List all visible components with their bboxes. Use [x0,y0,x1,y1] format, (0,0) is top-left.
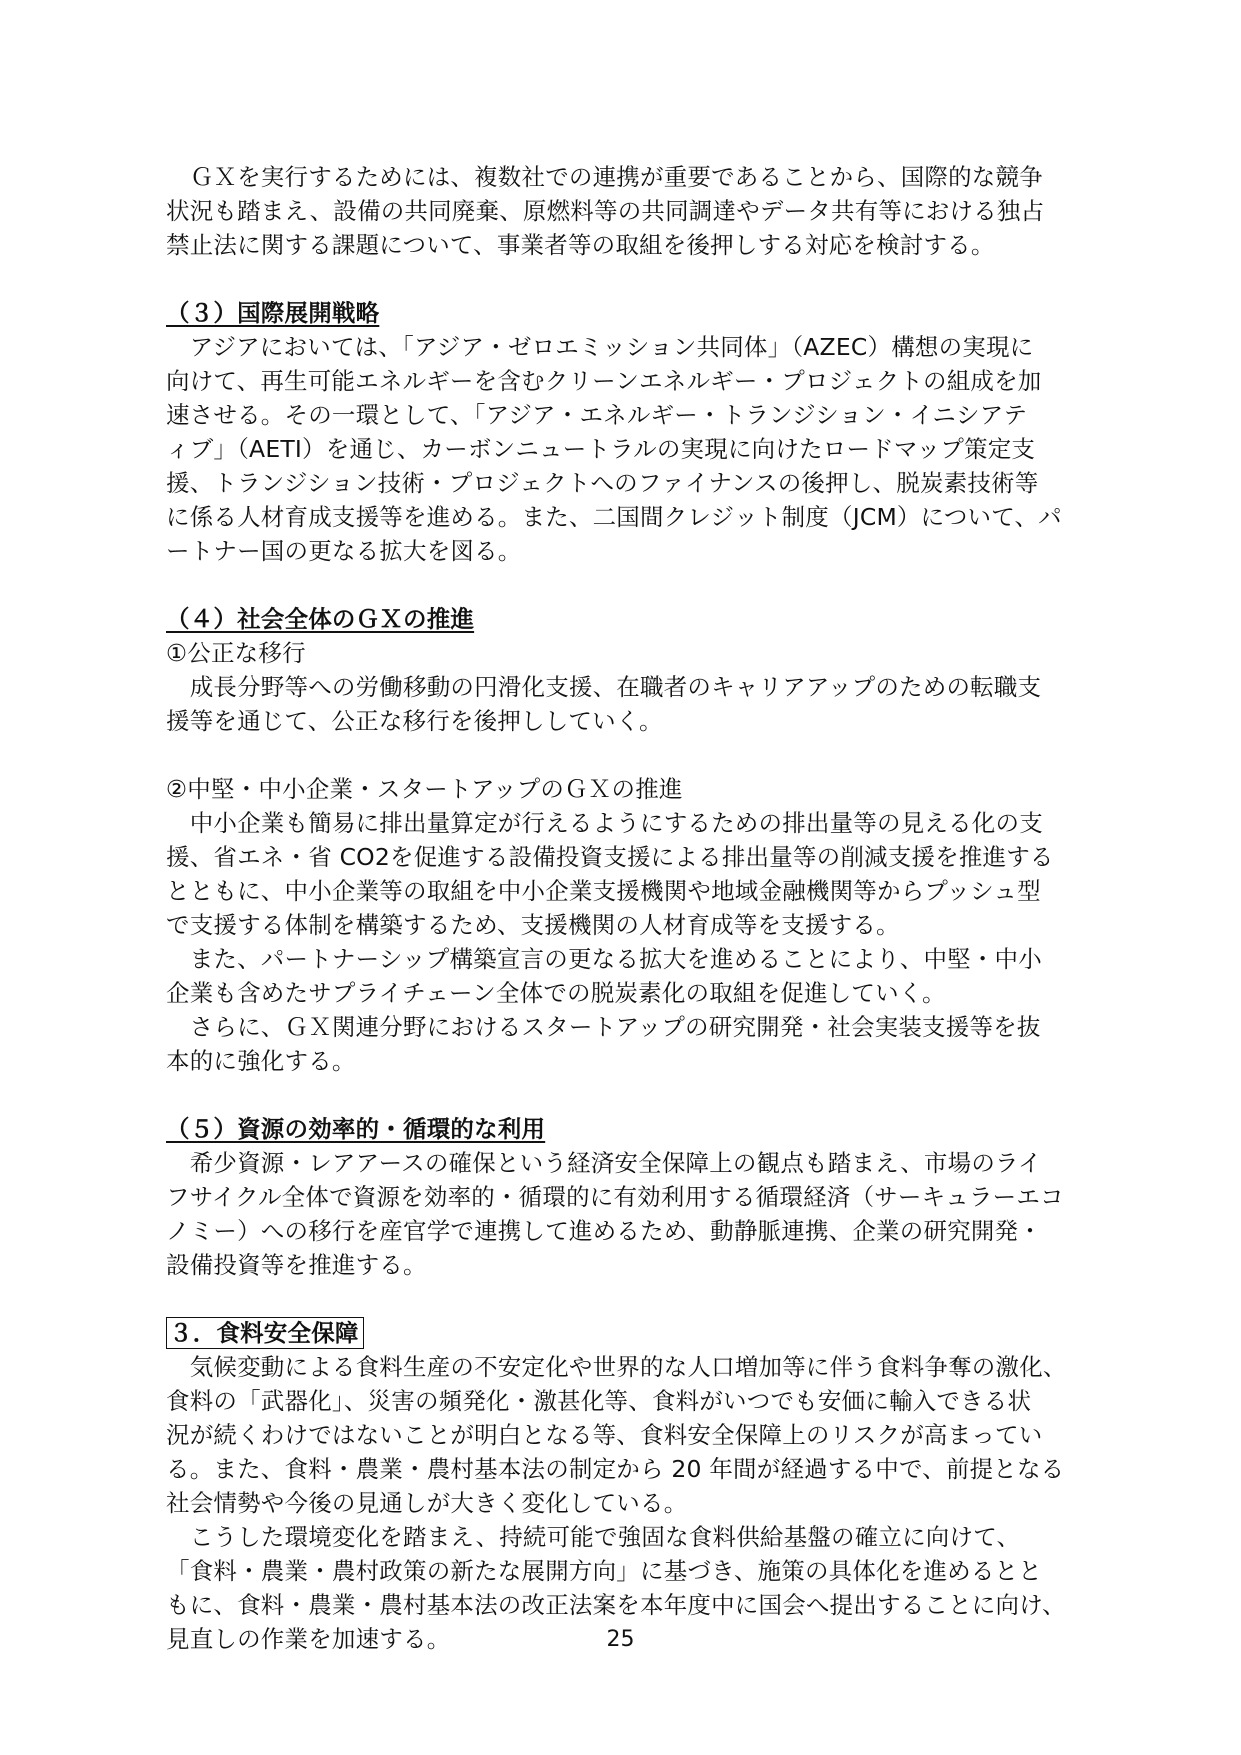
section-heading-international-strategy: （３）国際展開戦略 [166,299,380,327]
section-heading-resource-use: （５）資源の効率的・循環的な利用 [166,1115,546,1143]
text-line: 状況も踏まえ、設備の共同廃棄、原燃料等の共同調達やデータ共有等における独占 [166,197,1045,225]
text-line: 気候変動による食料生産の不安定化や世界的な人口増加等に伴う食料争奪の激化、 [166,1353,1067,1381]
text-line: 速させる。その一環として、「アジア・エネルギー・トランジション・イニシアテ [166,401,1028,429]
text-line: 本的に強化する。 [166,1047,356,1075]
text-line: 「食料・農業・農村政策の新たな展開方向」に基づき、施策の具体化を進めるとと [166,1557,1042,1585]
section-heading-society-gx: （４）社会全体のＧＸの推進 [166,605,475,633]
subsection-title-sme-gx: ②中堅・中小企業・スタートアップのＧＸの推進 [166,775,683,803]
text-line: 援等を通じて、公正な移行を後押ししていく。 [166,707,663,735]
spacer [166,568,1106,602]
text-line: 援、トランジション技術・プロジェクトへのファイナンスの後押し、脱炭素技術等 [166,469,1039,497]
page-number: 25 [606,1627,635,1652]
resource-use-paragraph [166,1146,1106,1282]
text-line: で支援する体制を構築するため、支援機関の人材育成等を支援する。 [166,911,900,939]
section-heading-food-security-row [166,1316,1106,1350]
text-line: 希少資源・レアアースの確保という経済安全保障上の観点も踏まえ、市場のライ [166,1149,1042,1177]
text-line: こうした環境変化を踏まえ、持続可能で強固な食料供給基盤の確立に向けて、 [166,1523,1021,1551]
section-heading-food-security: ３．食料安全保障 [166,1317,364,1349]
food-security-paragraph [166,1350,1106,1656]
text-line: 見直しの作業を加速する。 [166,1625,451,1653]
text-line: 企業も含めたサプライチェーン全体での脱炭素化の取組を促進していく。 [166,979,946,1007]
spacer [166,1078,1106,1112]
text-line: 設備投資等を推進する。 [166,1251,427,1279]
text-line: 向けて、再生可能エネルギーを含むクリーンエネルギー・プロジェクトの組成を加 [166,367,1042,395]
text-line: ＧＸを実行するためには、複数社での連携が重要であることから、国際的な競争 [166,163,1043,191]
text-line: フサイクル全体で資源を効率的・循環的に有効利用する循環経済（サーキュラーエコ [166,1183,1064,1211]
text-line: に係る人材育成支援等を進める。また、二国間クレジット制度（JCM）について、パ [166,503,1062,531]
just-transition-paragraph [166,670,1106,738]
text-line: 食料の「武器化」、災害の頻発化・激甚化等、食料がいつでも安価に輸入できる状 [166,1387,1032,1415]
text-line: とともに、中小企業等の取組を中小企業支援機関や地域金融機関等からプッシュ型 [166,877,1041,905]
text-line: また、パートナーシップ構築宣言の更なる拡大を進めることにより、中堅・中小 [166,945,1042,973]
text-line: アジアにおいては、「アジア・ゼロエミッション共同体」（AZEC）構想の実現に [166,333,1034,361]
text-line: 中小企業も簡易に排出量算定が行えるようにするための排出量等の見える化の支 [166,809,1043,837]
text-line: ノミー）への移行を産官学で連携して進めるため、動静脈連携、企業の研究開発・ [166,1217,1042,1245]
text-line: 禁止法に関する課題について、事業者等の取組を後押しする対応を検討する。 [166,231,995,259]
spacer [166,262,1106,296]
gx-intro-paragraph [166,160,1106,262]
subsection-title-just-transition: ①公正な移行 [166,639,306,667]
page-content [166,160,1106,1656]
spacer [166,738,1106,772]
text-line: 援、省エネ・省 CO2を促進する設備投資支援による排出量等の削減支援を推進する [166,843,1054,871]
text-line: 況が続くわけではないことが明白となる等、食料安全保障上のリスクが高まってい [166,1421,1043,1449]
sme-gx-paragraph [166,806,1106,1078]
text-line: 成長分野等への労働移動の円滑化支援、在職者のキャリアアップのための転職支 [166,673,1042,701]
international-strategy-paragraph [166,330,1106,568]
text-line: ートナー国の更なる拡大を図る。 [166,537,522,565]
text-line: ィブ」（AETI）を通じ、カーボンニュートラルの実現に向けたロードマップ策定支 [166,435,1036,463]
text-line: る。また、食料・農業・農村基本法の制定から 20 年間が経過する中で、前提となる [166,1455,1065,1483]
spacer [166,1282,1106,1316]
text-line: 社会情勢や今後の見通しが大きく変化している。 [166,1489,688,1517]
text-line: さらに、ＧＸ関連分野におけるスタートアップの研究開発・社会実装支援等を抜 [166,1013,1041,1041]
text-line: もに、食料・農業・農村基本法の改正法案を本年度中に国会へ提出することに向け、 [166,1591,1066,1619]
